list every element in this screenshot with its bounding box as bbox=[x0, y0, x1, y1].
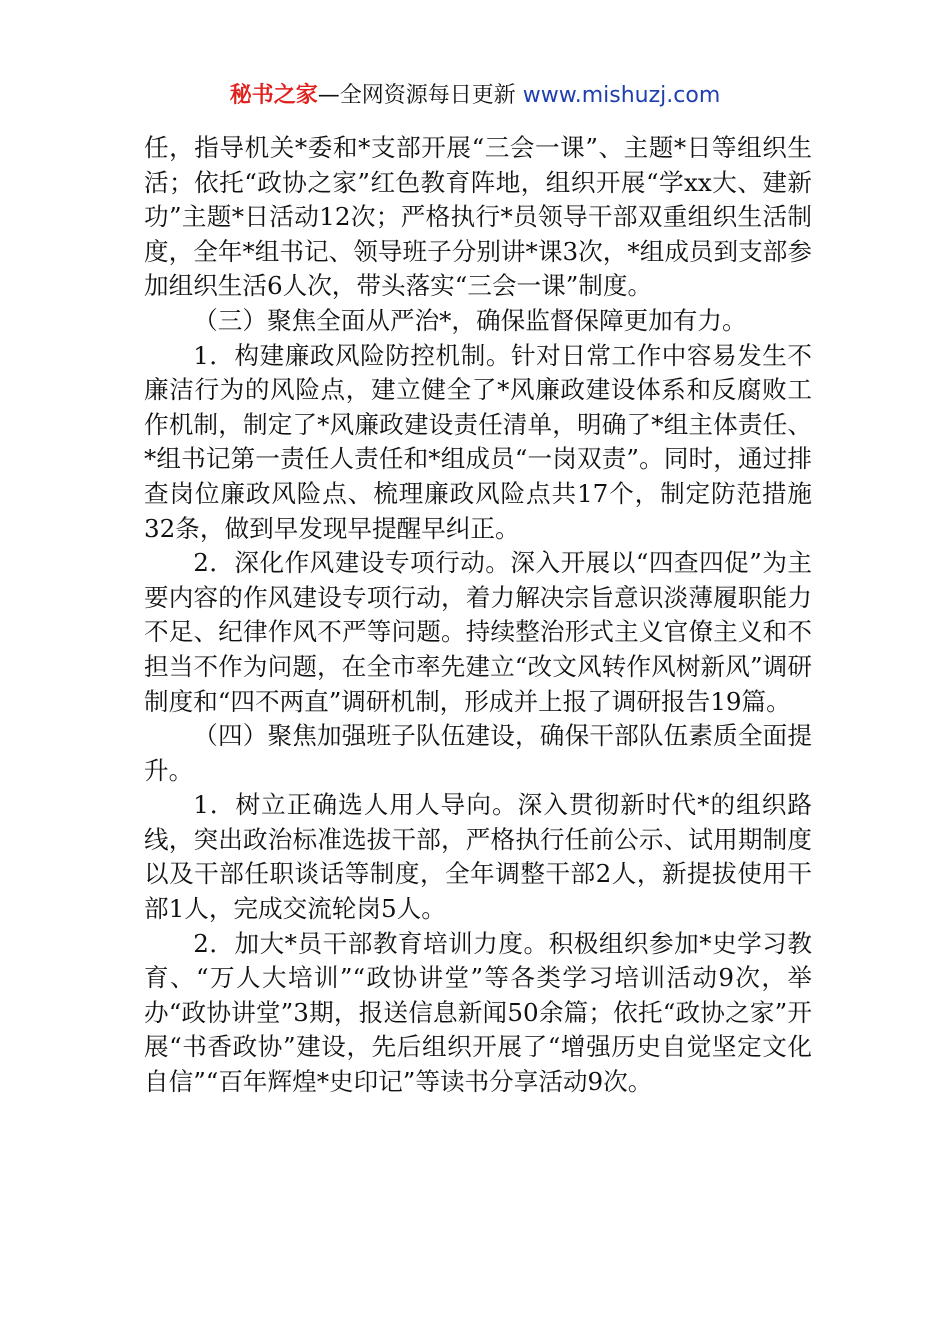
section-heading-3: （三）聚焦全面从严治*，确保监督保障更加有力。 bbox=[193, 305, 747, 335]
site-url-link[interactable]: www.mishuzj.com bbox=[522, 83, 721, 108]
paragraph-org-life: 任，指导机关*委和*支部开展“三会一课”、主题*日等组织生活；依托“政协之家”红色教育阵地，组织开展“学xx大、建新功”主题*日活动12次；严格执行*员领导干部双重组织生活制度，全年*组书记、领导班子分别讲*课3次，*组成员到支部参加组织生活6人次，带头落实“三会一课”制度。 bbox=[144, 133, 812, 301]
paragraph-risk-control: 1．构建廉政风险防控机制。针对日常工作中容易发生不廉洁行为的风险点，建立健全了*风廉政建设体系和反腐败工作机制，制定了*风廉政建设责任清单，明确了*组主体责任、*组书记第一责任人责任和*组成员“一岗双责”。同时，通过排查岗位廉政风险点、梳理廉政风险点共17个，制定防范措施32条，做到早发现早提醒早纠正。 bbox=[144, 340, 812, 543]
paragraph-work-style: 2．深化作风建设专项行动。深入开展以“四查四促”为主要内容的作风建设专项行动，着力解决宗旨意识淡薄履职能力不足、纪律作风不严等问题。持续整治形式主义官僚主义和不担当不作为问题，在全市率先建立“改文风转作风树新风”调研制度和“四不两直”调研机制，形成并上报了调研报告19篇。 bbox=[144, 548, 812, 716]
paragraph-training: 2．加大*员干部教育培训力度。积极组织参加*史学习教育、“万人大培训”“政协讲堂”等各类学习培训活动9次，举办“政协讲堂”3期，报送信息新闻50余篇；依托“政协之家”开展“书香政协”建设，先后组织开展了“增强历史自觉坚定文化自信”“百年辉煌*史印记”等读书分享活动9次。 bbox=[144, 928, 812, 1097]
brand-name: 秘书之家 bbox=[229, 83, 318, 108]
section-heading-4: （四）聚焦加强班子队伍建设，确保干部队伍素质全面提升。 bbox=[144, 721, 812, 785]
site-header bbox=[0, 80, 950, 112]
document-body bbox=[144, 131, 812, 1100]
header-tagline: —全网资源每日更新 bbox=[317, 83, 523, 108]
paragraph-selection: 1．树立正确选人用人导向。深入贯彻新时代*的组织路线，突出政治标准选拔干部，严格执行任前公示、试用期制度以及干部任职谈话等制度，全年调整干部2人，新提拔使用干部1人，完成交流轮岗5人。 bbox=[144, 790, 812, 924]
